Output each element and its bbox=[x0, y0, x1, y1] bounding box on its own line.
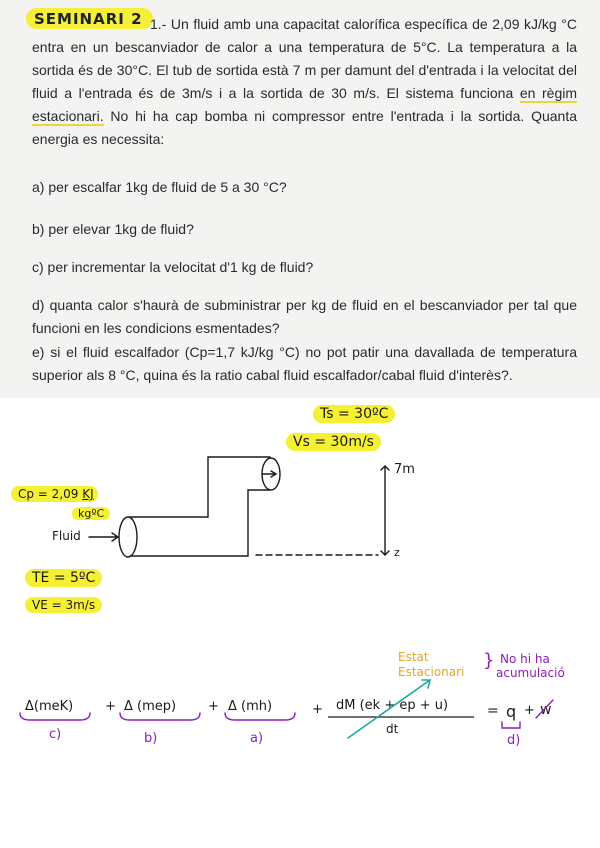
fluid-label: Fluid bbox=[52, 529, 81, 543]
bracket-d bbox=[502, 722, 520, 728]
enthalpy-term: Δ (mh) bbox=[228, 699, 273, 714]
problem-underlined-text: en règim estacionari. bbox=[32, 85, 578, 124]
no-accumulation-note-line2: acumulació bbox=[496, 666, 565, 680]
kinetic-term: Δ(meK) bbox=[25, 699, 74, 714]
cp-unit-numerator: KJ bbox=[82, 487, 94, 501]
plus-2: + bbox=[208, 699, 219, 714]
outlet-temperature-label: Ts = 30ºC bbox=[313, 405, 395, 423]
steady-state-strike-arrow bbox=[348, 680, 430, 738]
no-accumulation-note-line1: No hi ha bbox=[500, 652, 550, 666]
page-title: SEMINARI 2 bbox=[26, 8, 153, 29]
cp-value: Cp = 2,09 bbox=[18, 487, 79, 501]
bracket-a bbox=[225, 713, 295, 720]
plus-3: + bbox=[312, 702, 323, 717]
inlet-temperature-label: TE = 5ºC bbox=[25, 569, 102, 587]
accumulation-denominator: dt bbox=[386, 722, 399, 736]
potential-term: Δ (mep) bbox=[124, 699, 177, 714]
bracket-c bbox=[20, 713, 90, 720]
question-c: c) per incrementar la velocitat d'1 kg de fluid? bbox=[32, 259, 314, 275]
brace: } bbox=[483, 650, 495, 671]
question-d: d) quanta calor s'haurà de subministrar per kg de fluid en el bescanviador per tal que funcioni en les condicions esmentades? bbox=[32, 297, 577, 336]
question-e: e) si el fluid escalfador (Cp=1,7 kJ/kg °C) no pot patir una davallada de temperatura superior als 8 °C, quina és la ratio cabal fluid escalfador/cabal fluid d'interès?. bbox=[32, 344, 577, 383]
label-d: d) bbox=[507, 733, 521, 748]
outlet-velocity-label: Vs = 30m/s bbox=[286, 433, 381, 451]
accumulation-numerator: dM (ek + ep + u) bbox=[336, 698, 449, 713]
label-a: a) bbox=[250, 731, 264, 746]
heat-term: q bbox=[506, 702, 517, 721]
cp-unit-denominator: kgºC bbox=[72, 507, 110, 520]
question-a: a) per escalfar 1kg de fluid de 5 a 30 °C? bbox=[32, 179, 287, 195]
equals-sign: = bbox=[487, 703, 499, 719]
problem-text-start: Un fluid amb una capacitat calorífica específica de 2,09 kJ/kg °C entra en un bescanviador de calor a una temperatura de 5°C. La temperatura a la sortida és de 30°C. El tub de sortida està 7 m per damunt del d'entrada i la velocitat del fluid a l'entrada és de 3m/s i a la sortida de 30 m/s. El sistema funciona bbox=[32, 16, 577, 101]
work-strike bbox=[536, 700, 553, 718]
height-label: 7m bbox=[394, 462, 415, 477]
steady-note-line1: Estat bbox=[398, 650, 429, 664]
plus-1: + bbox=[105, 699, 116, 714]
plus-4: + bbox=[524, 703, 535, 718]
label-c: c) bbox=[49, 727, 62, 742]
bracket-b bbox=[120, 713, 200, 720]
problem-text-end: No hi ha cap bomba ni compressor entre l'entrada i la sortida. Quanta energia es necessita: bbox=[32, 108, 578, 147]
question-b: b) per elevar 1kg de fluid? bbox=[32, 221, 194, 237]
problem-number: 1.- bbox=[150, 16, 167, 32]
work-term: w bbox=[540, 702, 552, 718]
steady-note-line2: Estacionari bbox=[398, 665, 465, 679]
inlet-velocity-label: VE = 3m/s bbox=[25, 597, 102, 613]
label-b: b) bbox=[144, 731, 158, 746]
z-label: z bbox=[394, 546, 400, 559]
